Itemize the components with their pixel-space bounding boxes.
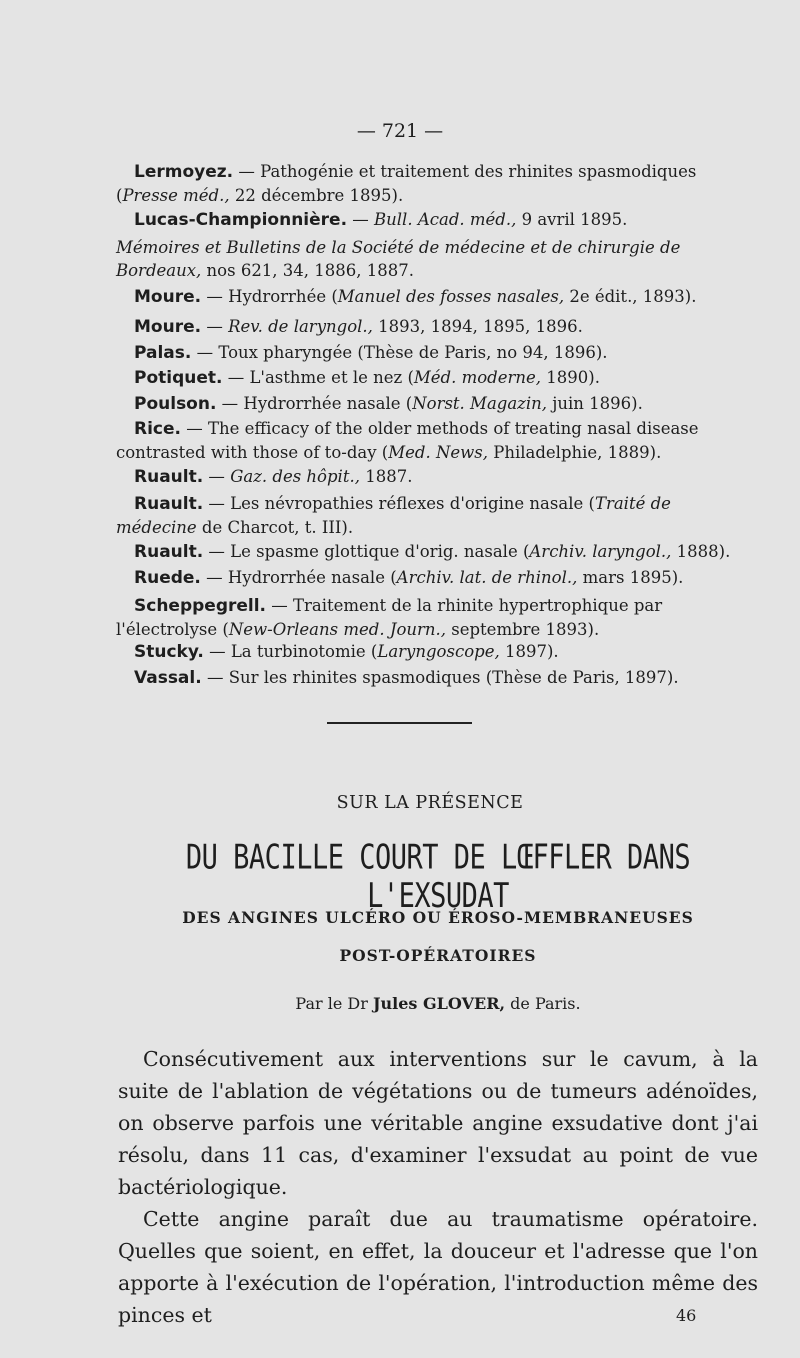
reference-entry: [116, 392, 756, 416]
reference-details: 1890).: [541, 368, 600, 387]
reference-details: 9 avril 1895.: [516, 210, 628, 229]
reference-text: — The efficacy of the older methods of treating nasal disease contrasted with those of to-day (: [116, 419, 699, 462]
reference-text: — Les névropathies réflexes d'origine nasale (: [203, 494, 595, 513]
reference-text: — L'asthme et le nez (: [222, 368, 414, 387]
reference-text: — Le spasme glottique d'orig. nasale (: [203, 542, 530, 561]
reference-text: — Pathogénie et traitement des rhinites spasmodiques (: [116, 162, 697, 205]
reference-text: — Toux pharyngée (Thèse de Paris, no 94, 1896).: [191, 343, 608, 362]
reference-source: Archiv. laryngol.,: [529, 542, 672, 561]
reference-details: 1887.: [359, 467, 413, 486]
reference-author: Poulson.: [134, 394, 217, 414]
reference-author: Lucas-Championnière.: [134, 210, 348, 230]
reference-entry: [116, 285, 756, 309]
reference-author: Ruault.: [134, 467, 204, 487]
article-title-line1: SUR LA PRÉSENCE: [336, 793, 524, 813]
reference-text: — Hydrorrhée nasale (: [216, 394, 413, 413]
body-paragraph-2: Cette angine paraît due au traumatisme opératoire. Quelles que soient, en effet, la douceur et l'adresse que l'on apporte à l'exécution de l'opération, l'introduction même des pinces et: [118, 1207, 758, 1327]
reference-author: Rice.: [134, 419, 181, 439]
reference-details: 1897).: [499, 642, 559, 661]
reference-author: Potiquet.: [134, 368, 223, 388]
reference-details: septembre 1893).: [446, 620, 600, 639]
reference-entry: [116, 341, 756, 365]
reference-text: — La turbinotomie (: [203, 642, 378, 661]
reference-text: —: [347, 210, 375, 229]
reference-entry: [116, 366, 756, 390]
byline-prefix: Par le Dr: [295, 994, 373, 1013]
reference-details: Philadelphie, 1889).: [487, 443, 662, 462]
reference-source: New-Orleans med. Journ.,: [228, 620, 447, 639]
reference-author: Ruede.: [134, 568, 201, 588]
article-title-line2: DU BACILLE COURT DE LŒFFLER DANS L'EXSUDAT: [185, 838, 691, 916]
reference-source: Norst. Magazin,: [412, 394, 548, 413]
reference-entry: [116, 465, 756, 489]
reference-details: 1888).: [671, 542, 731, 561]
reference-entry: [116, 160, 756, 207]
reference-details: 2e édit., 1893).: [564, 287, 697, 306]
reference-author: Palas.: [134, 343, 192, 363]
reference-author: Scheppegrell.: [134, 596, 267, 616]
reference-source: Gaz. des hôpit.,: [230, 467, 360, 486]
reference-source: Med. News,: [388, 443, 488, 462]
article-title-line3: DES ANGINES ULCÉRO OU ÉROSO-MEMBRANEUSES: [182, 908, 694, 927]
reference-entry: [116, 666, 756, 690]
article-title-line4: POST-OPÉRATOIRES: [339, 946, 537, 965]
reference-details: 22 décembre 1895).: [229, 186, 404, 205]
reference-entry: [116, 236, 756, 282]
signature-mark: 46: [676, 1306, 697, 1325]
reference-author: Lermoyez.: [134, 162, 234, 182]
reference-author: Stucky.: [134, 642, 204, 662]
reference-source: Méd. moderne,: [413, 368, 542, 387]
reference-entry: [116, 315, 756, 339]
reference-details: juin 1896).: [547, 394, 643, 413]
reference-source: Traité de médecine: [116, 494, 671, 537]
reference-source: Laryngoscope,: [377, 642, 500, 661]
reference-source: Rev. de laryngol.,: [228, 317, 373, 336]
byline-suffix: de Paris.: [505, 994, 581, 1013]
reference-source: Archiv. lat. de rhinol.,: [396, 568, 578, 587]
reference-author: Ruault.: [134, 494, 204, 514]
body-paragraph-1: Consécutivement aux interventions sur le cavum, à la suite de l'ablation de végétations ou de tumeurs adénoïdes, on observe parfois une véritable angine exsudative dont j'ai résolu, dans 11 cas, d'examiner l'exsudat au point de vue bactériologique.: [118, 1047, 758, 1199]
reference-text: — Hydrorrhée (: [201, 287, 338, 306]
reference-entry: [116, 566, 756, 590]
reference-source: Mémoires et Bulletins de la Société de médecine et de chirurgie de Bordeaux,: [116, 238, 681, 280]
reference-source: Presse méd.,: [122, 186, 230, 205]
byline-author: Jules GLOVER,: [372, 994, 506, 1013]
reference-source: Bull. Acad. méd.,: [374, 210, 517, 229]
reference-author: Moure.: [134, 317, 202, 337]
section-divider: [327, 722, 472, 724]
reference-details: nos 621, 34, 1886, 1887.: [201, 261, 415, 280]
reference-entry: [116, 640, 756, 664]
reference-entry: [116, 208, 756, 232]
reference-text: — Sur les rhinites spasmodiques (Thèse de Paris, 1897).: [201, 668, 679, 687]
reference-author: Moure.: [134, 287, 202, 307]
reference-text: —: [201, 317, 229, 336]
reference-details: mars 1895).: [577, 568, 684, 587]
reference-source: Manuel des fosses nasales,: [337, 287, 565, 306]
reference-text: — Hydrorrhée nasale (: [200, 568, 397, 587]
page-number: — 721 —: [356, 120, 444, 142]
reference-author: Vassal.: [134, 668, 202, 688]
reference-text: — Traitement de la rhinite hypertrophique par l'électrolyse (: [116, 596, 663, 639]
reference-details: de Charcot, t. III).: [196, 518, 354, 537]
reference-details: 1893, 1894, 1895, 1896.: [372, 317, 583, 336]
reference-entry: [116, 417, 756, 464]
reference-text: —: [203, 467, 231, 486]
reference-author: Ruault.: [134, 542, 204, 562]
reference-entry: [116, 594, 756, 641]
reference-entry: [116, 492, 756, 539]
reference-entry: [116, 540, 756, 564]
byline: [138, 994, 738, 1013]
